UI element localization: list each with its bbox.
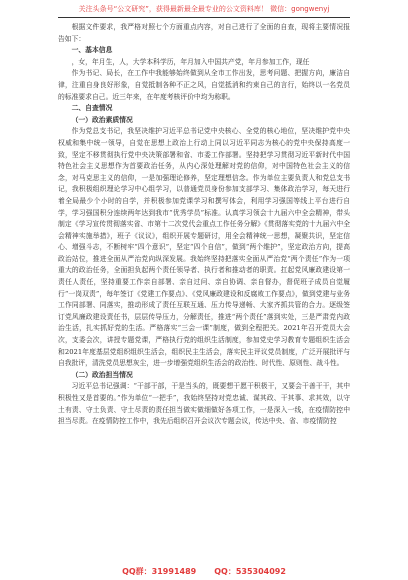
political-quality-paragraph: 作为党总支书记，我坚决维护习近平总书记党中央核心、全党的核心地位，坚决维护党中央权威和集中统一领导，自觉在思想上政治上行动上同以习近平同志为核心的党中央保持高度一致，坚定不移贯彻执行党中央决策部署和省、市委工作部署。坚持把学习贯彻习近平新时代中国特色社会主义思想作为首要政治任务，从内心深处理解对党的信仰，对中国特色社会主义的信念，对马克思主义的信仰，一是加强理论修养，坚定理想信念。作为单位主要负责人和党总支书记，我积极组织理论学习中心组学习，以普通党员身份参加支部学习、集体政治学习，每天进行着全局最少个小时的自学，并积极参加党课学习和撰写体会，利用学习强国等线上平台进行自学，学习强国积分连续两年达到我市“优秀学员”标准。认真学习领会十九届六中全会精神，带头制定《学习宣传贯彻落实省、市第十二次党代会重点工作任务分解》《贯彻落实党的十九届六中全会精神实施举措》，班子《议议》，组织开展专题研讨，用全会精神统一思想，凝聚共识，坚定信心、增强斗志，不断树牢“四个意识”，坚定“四个自信”，做到“两个维护”，坚定政治方向，提高政治站位，推进全面从严治党向纵深发展。我始终坚持把落实全面从严治党“两个责任”作为一项重大的政治任务，全面担负起两个责任领导者、执行者和推动者的职责。扛起党风廉政建设第一责任人责任，坚持重要工作亲自部署、亲自过问、亲自协调、亲自督办，督促班子成员自觉履行“一岗双责”，每年签订《党建工作要点》、《党风廉政建设和反腐败工作要点》，做到党建与业务工作同部署、同落实，推动形成了责任互联互通、压力传导递畅、大家齐抓共管的合力。逐级签订党风廉政建设责任书，层层传导压力，分解责任，推进“两个责任”落到实处，三是严肃党内政治生活，扎实抓好党的生活。严格落实“三会一课”制度，做到全程把关。2021年召开党员大会次，支委会次，讲授专题党课，严格执行党的组织生活制度，参加党史学习教育专题组织生活会和2021年度基层党组织组织生活会，组织民主生活会，落实民主评议党员制度，广泛开展批评与自我批评，清洗党员思想灰尘，进一步增强党组织生活会的政治性、时代性、原则性、战斗性。: [58, 127, 350, 368]
section-heading-self-check: 二、自查情况: [71, 104, 113, 113]
footer-qq: QQ：535304092: [214, 567, 286, 576]
basic-info-paragraph: ，女，年月生，人，大学本科学历，年月加入中国共产党，年月参加工作，现任: [71, 57, 310, 66]
basic-info-summary-paragraph: 作为书记、局长，在工作中我能够始终做到从全市工作出发，思考问题、把握方向，廉洁自律，注重自身良好形象，自觉抵制各种不正之风，自觉抵消和约束自己的言行，始终以一名党员的标准要求自己。近三年来，在年度考核评价中均为称职。: [58, 69, 350, 101]
intro-paragraph: 根据文件要求，我严格对照七个方面重点内容，对自己进行了全面的自查，现将主要情况报告如下：: [58, 23, 350, 43]
section-heading-basic-info: 一、基本信息: [71, 46, 113, 55]
subheading-political-responsibility: （二）政治担当情况: [71, 370, 133, 379]
document-body: [58, 22, 350, 428]
header-divider: [58, 17, 350, 18]
header-banner: 关注头条号“公文研究”，获得最新最全最专业的公文资料库！ 微信：gongwenyj: [78, 5, 330, 13]
footer-qq-group: QQ群：31991489: [122, 567, 197, 576]
political-responsibility-paragraph: 习近平总书记强调：“干部干部，干是当头的，既要想干愿干积极干，又要会干善干干，其中积极性又是首要的。”作为单位“一把手”，我始终坚持对党忠诚、谋其政、干其事、求其效，以守土有责、守土负责、守土尽责的责任担当做实做细做好各项工作，一是深入一线，在疫情防控中担当尽责。在疫情防控工作中，我先后组织召开会议次专题会议，传达中央、省、市疫情防控: [58, 382, 350, 426]
footer-contact: [0, 567, 408, 577]
subheading-political-quality: （一）政治素质情况: [71, 115, 133, 124]
